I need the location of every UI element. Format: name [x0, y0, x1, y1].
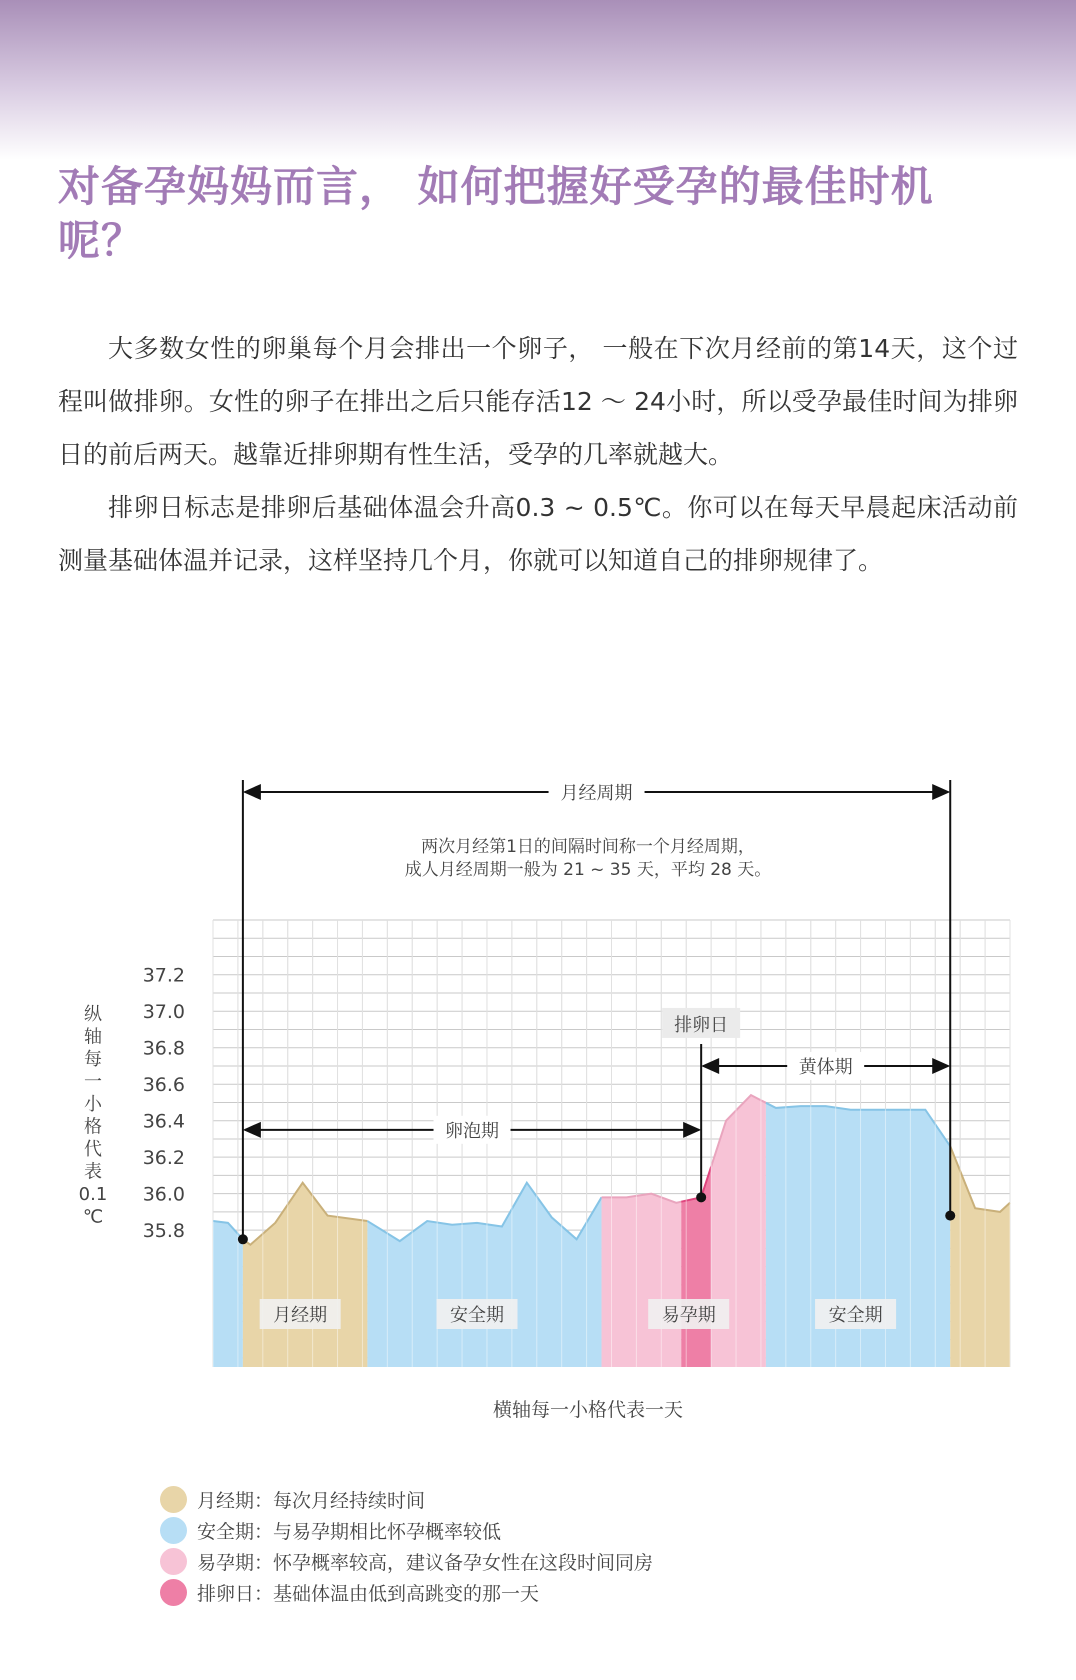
- y-axis-label-char: 格: [84, 1116, 102, 1138]
- header-gradient-band: [0, 0, 1076, 160]
- temperature-marker: [696, 1192, 706, 1202]
- body-text: [58, 322, 1018, 587]
- y-axis-label-char: 0.1: [78, 1184, 108, 1205]
- legend-item-menstrual: [160, 1484, 860, 1515]
- y-tick-label: 36.4: [142, 1110, 185, 1133]
- ovulation-day-label: 排卵日: [674, 1014, 729, 1036]
- follicular-arrow-label: 卵泡期: [445, 1120, 500, 1142]
- legend-text: 易孕期：怀孕概率较高，建议备孕女性在这段时间同房: [197, 1552, 654, 1574]
- y-axis-label-char: 代: [84, 1139, 102, 1160]
- y-axis-label-char: 表: [84, 1161, 102, 1183]
- cycle-note-line: 两次月经第1日的间隔时间称一个月经周期，: [421, 837, 755, 857]
- legend-swatch-icon: [160, 1579, 187, 1606]
- legend-text: 排卵日：基础体温由低到高跳变的那一天: [197, 1583, 540, 1605]
- arrowhead-left-icon: [243, 784, 261, 800]
- legend-item-ovulation: [160, 1577, 860, 1608]
- x-axis-label: 横轴每一小格代表一天: [492, 1399, 684, 1421]
- phase-label: 易孕期: [661, 1305, 716, 1326]
- phase-label: 月经期: [273, 1305, 328, 1326]
- y-axis-label-char: 纵: [84, 1004, 102, 1025]
- y-axis-label-char: 每: [84, 1049, 102, 1070]
- y-tick-label: 36.6: [142, 1074, 185, 1097]
- arrowhead-right-icon: [683, 1122, 701, 1138]
- phase-area-menstrual: [243, 1183, 368, 1367]
- y-tick-label: 36.2: [142, 1147, 185, 1170]
- phase-area-menstrual: [950, 1146, 1010, 1367]
- y-axis-label-char: ℃: [82, 1206, 104, 1228]
- temperature-marker: [238, 1234, 248, 1244]
- y-tick-label: 35.8: [142, 1220, 185, 1243]
- phase-label: 安全期: [828, 1305, 883, 1326]
- y-tick-label: 37.2: [142, 964, 185, 987]
- cycle-note-line: 成人月经周期一般为 21 ~ 35 天，平均 28 天。: [404, 860, 772, 880]
- legend-swatch-icon: [160, 1486, 187, 1513]
- y-axis-label-char: 一: [84, 1071, 102, 1093]
- legend-swatch-icon: [160, 1548, 187, 1575]
- legend-text: 安全期：与易孕期相比怀孕概率较低: [197, 1521, 502, 1543]
- y-axis-label-char: 小: [84, 1094, 102, 1115]
- arrowhead-left-icon: [243, 1122, 261, 1138]
- legend-text: 月经期：每次月经持续时间: [197, 1490, 426, 1512]
- phase-area-fertile: [602, 1194, 682, 1367]
- phase-label: 安全期: [450, 1305, 505, 1326]
- paragraph: 排卵日标志是排卵后基础体温会升高0.3 ~ 0.5℃。你可以在每天早晨起床活动前测量基础体温并记录，这样坚持几个月，你就可以知道自己的排卵规律了。: [58, 493, 1018, 575]
- cycle-arrow-label: 月经周期: [560, 783, 633, 804]
- y-tick-label: 37.0: [142, 1001, 185, 1024]
- legend-item-safe: [160, 1515, 860, 1546]
- y-axis-label-char: 轴: [84, 1026, 102, 1048]
- phase-area-safe: [367, 1183, 601, 1367]
- arrowhead-right-icon: [932, 1058, 950, 1074]
- y-tick-label: 36.0: [142, 1183, 185, 1206]
- temperature-marker: [945, 1211, 955, 1221]
- page-title: 对备孕妈妈而言， 如何把握好受孕的最佳时机呢？: [58, 162, 934, 265]
- basal-temperature-chart: [0, 760, 1076, 1460]
- arrowhead-left-icon: [701, 1058, 719, 1074]
- legend-swatch-icon: [160, 1517, 187, 1544]
- luteal-arrow-label: 黄体期: [798, 1056, 853, 1078]
- y-tick-label: 36.8: [142, 1037, 185, 1060]
- paragraph: 大多数女性的卵巢每个月会排出一个卵子， 一般在下次月经前的第14天，这个过程叫做排卵。女性的卵子在排出之后只能存活12 ～ 24小时，所以受孕最佳时间为排卵日的前后两天。越靠近排卵期有性生活，受孕的几率就越大。: [58, 334, 1018, 469]
- legend-item-fertile: [160, 1546, 860, 1577]
- chart-legend: [160, 1484, 860, 1608]
- arrowhead-right-icon: [932, 784, 950, 800]
